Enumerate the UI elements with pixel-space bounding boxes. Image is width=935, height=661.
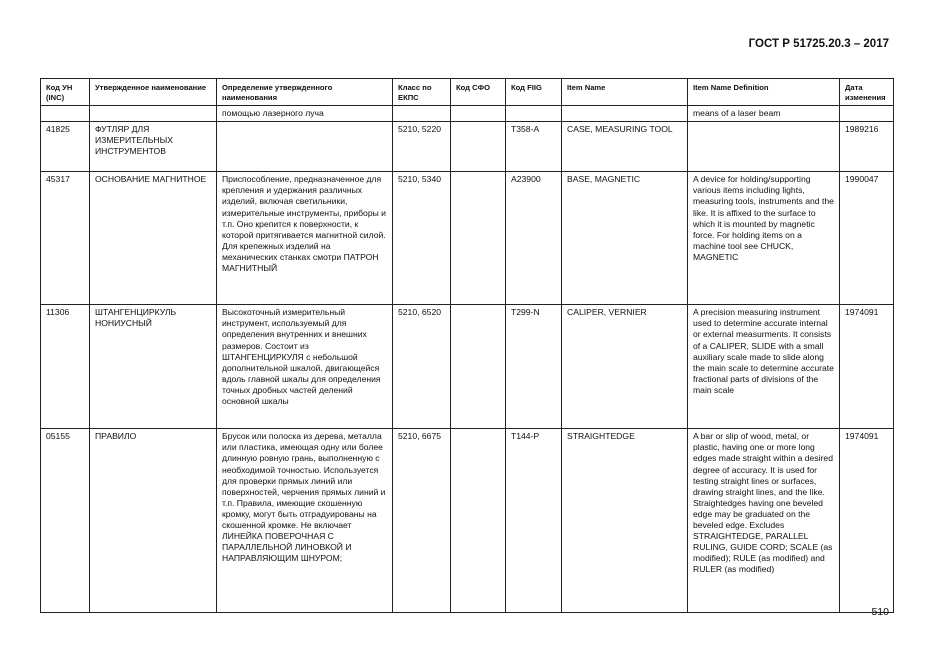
cell-sfo: [451, 172, 506, 305]
cell-item-name: STRAIGHTEDGE: [562, 429, 688, 613]
cell-name-ru: ОСНОВАНИЕ МАГНИТНОЕ: [90, 172, 217, 305]
cell-ekps: 5210, 6675: [393, 429, 451, 613]
cell-inc: 41825: [41, 122, 90, 172]
cell-date: [840, 106, 894, 122]
cell-definition-en: [688, 122, 840, 172]
cell-ekps: [393, 106, 451, 122]
cell-fiig: [506, 106, 562, 122]
cell-date: 1989216: [840, 122, 894, 172]
cell-date: 1974091: [840, 305, 894, 429]
cell-inc: 45317: [41, 172, 90, 305]
table-row-continuation: [41, 106, 894, 122]
cell-sfo: [451, 429, 506, 613]
document-designation: ГОСТ Р 51725.20.3 – 2017: [748, 38, 889, 50]
cell-item-name: CASE, MEASURING TOOL: [562, 122, 688, 172]
cell-definition-ru: помощью лазерного луча: [217, 106, 393, 122]
cell-ekps: 5210, 5220: [393, 122, 451, 172]
cell-name-ru: ПРАВИЛО: [90, 429, 217, 613]
col-header-ekps: Класс по ЕКПС: [393, 79, 451, 106]
cell-item-name: CALIPER, VERNIER: [562, 305, 688, 429]
col-header-inc: Код УН (INC): [41, 79, 90, 106]
cell-item-name: [562, 106, 688, 122]
cell-definition-ru: Высокоточный измерительный инструмент, используемый для определения внутренних и внешних размеров. Состоит из ШТАНГЕНЦИРКУЛЯ с небольшой дополнительной шкалой, двигающейся вдоль главной шкалы для определения точных дробных частей делений основной шкалы: [217, 305, 393, 429]
col-header-definition-ru: Определение утвержденного наименования: [217, 79, 393, 106]
page-number: 510: [871, 606, 889, 618]
cell-definition-ru: Приспособление, предназначенное для крепления и удержания различных изделий, включая светильники, измерительные инструменты, приборы и т.п. Оно крепится к поверхности, к которой притягивается магнитной силой. Для крепежных изделий на механических станках смотри ПАТРОН МАГНИТНЫЙ: [217, 172, 393, 305]
table-row: [41, 305, 894, 429]
cell-inc: 11306: [41, 305, 90, 429]
col-header-fiig: Код FIIG: [506, 79, 562, 106]
cell-name-ru: ФУТЛЯР ДЛЯ ИЗМЕРИТЕЛЬНЫХ ИНСТРУМЕНТОВ: [90, 122, 217, 172]
cell-ekps: 5210, 5340: [393, 172, 451, 305]
cell-sfo: [451, 106, 506, 122]
cell-fiig: T144-P: [506, 429, 562, 613]
cell-inc: [41, 106, 90, 122]
cell-definition-ru: [217, 122, 393, 172]
cell-name-ru: ШТАНГЕНЦИРКУЛЬ НОНИУСНЫЙ: [90, 305, 217, 429]
cell-inc: 05155: [41, 429, 90, 613]
col-header-definition-en: Item Name Definition: [688, 79, 840, 106]
cell-sfo: [451, 305, 506, 429]
col-header-sfo: Код СФО: [451, 79, 506, 106]
cell-date: 1974091: [840, 429, 894, 613]
cell-definition-en: A bar or slip of wood, metal, or plastic, having one or more long edges made straight within a desired degree of accuracy. It is used for testing straight lines or surfaces, drawing straight lines, and the like. Straightedges having one beveled edge may be graduated on the beveled edge. Excludes STRAIGHTEDGE, PARALLEL RULING, GUIDE CORD; SCALE (as modified); RULE (as modified) and RULER (as modified): [688, 429, 840, 613]
cell-name-ru: [90, 106, 217, 122]
cell-sfo: [451, 122, 506, 172]
cell-fiig: T299-N: [506, 305, 562, 429]
col-header-item-name: Item Name: [562, 79, 688, 106]
cell-fiig: T358-A: [506, 122, 562, 172]
catalog-table: [40, 78, 894, 613]
cell-definition-en: A device for holding/supporting various items including lights, measuring tools, instruments and the like. It is affixed to the surface to which it is mounted by magnetic force. For holding items on a machine tool see CHUCK, MAGNETIC: [688, 172, 840, 305]
col-header-date: Дата изменения: [840, 79, 894, 106]
col-header-name-ru: Утвержденное наименование: [90, 79, 217, 106]
table-header-row: [41, 79, 894, 106]
cell-definition-en: A precision measuring instrument used to determine accurate internal or external measurments. It consists of a CALIPER, SLIDE with a small auxiliary scale made to slide along the main scale to determine accurate fractional parts of divisions of the main scale: [688, 305, 840, 429]
cell-definition-en: means of a laser beam: [688, 106, 840, 122]
cell-item-name: BASE, MAGNETIC: [562, 172, 688, 305]
cell-definition-ru: Брусок или полоска из дерева, металла или пластика, имеющая одну или более длинную ровную грань, выполненную с необходимой точностью. Используется для проверки прямых линий или поверхностей, черчения прямых линий и т.п. Правила, имеющие скошенную кромку, могут быть отградуированы на скошенной кромке. Не включает ЛИНЕЙКА ПОВЕРОЧНАЯ С ПАРАЛЛЕЛЬНОЙ ЛИНОВКОЙ И НАПРАВЛЯЮЩИМ ШНУРОМ;: [217, 429, 393, 613]
table-row: [41, 122, 894, 172]
table-row: [41, 429, 894, 613]
table-row: [41, 172, 894, 305]
cell-fiig: A23900: [506, 172, 562, 305]
cell-ekps: 5210, 6520: [393, 305, 451, 429]
cell-date: 1990047: [840, 172, 894, 305]
